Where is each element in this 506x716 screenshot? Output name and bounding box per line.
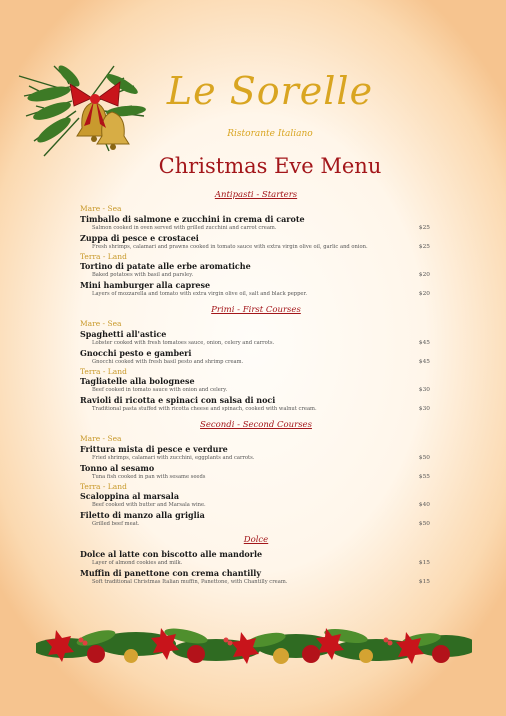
- item-price: $15: [418, 579, 430, 585]
- menu-item: [80, 280, 432, 299]
- item-name: Frittura mista di pesce e verdure: [80, 443, 228, 454]
- item-description: Traditional pasta stuffed with ricotta cheese and spinach, cooked with walnut cream.: [92, 406, 317, 412]
- item-name: Timballo di salmone e zucchini in crema di carote: [80, 213, 305, 224]
- item-price: $20: [418, 272, 430, 278]
- item-price: $40: [418, 502, 430, 508]
- section-title: Antipasti - Starters: [214, 190, 298, 200]
- page-title: Christmas Eve Menu: [158, 154, 382, 178]
- menu-item: [80, 329, 432, 348]
- item-name: Tagliatelle alla bolognese: [80, 376, 195, 386]
- group-label: Mare - Sea: [80, 204, 122, 213]
- menu-item: [80, 444, 432, 463]
- christmas-bells-icon: [14, 56, 164, 166]
- item-description: Fried shrimps, calamari with zucchini, eggplants and carrots.: [92, 454, 255, 461]
- section-title: Primi - First Courses: [211, 305, 301, 315]
- item-name: Muffin di panettone con crema chantilly: [80, 568, 261, 578]
- item-description: Soft traditional Christmas Italian muffin, Panettone, with Chantilly cream.: [92, 579, 288, 585]
- menu-item: [80, 463, 432, 482]
- group-label: Terra - Land: [80, 366, 127, 376]
- item-price: $45: [418, 358, 430, 365]
- menu-item: [80, 348, 432, 367]
- menu-section: [80, 305, 432, 414]
- item-price: $30: [418, 387, 430, 393]
- menu-item: [80, 214, 432, 233]
- item-description: Grilled beef meat.: [92, 521, 140, 527]
- item-price: $15: [418, 560, 430, 566]
- item-name: Gnocchi pesto e gamberi: [80, 347, 192, 358]
- restaurant-tagline: Ristorante Italiano: [227, 129, 313, 139]
- item-name: Tortino di patate alle erbe aromatiche: [80, 261, 251, 271]
- menu-item: [80, 376, 432, 395]
- item-description: Layer of almond cookies and milk.: [92, 560, 183, 566]
- group-label: Terra - Land: [80, 481, 127, 491]
- item-name: Tonno al sesamo: [80, 462, 155, 473]
- item-price: $20: [418, 291, 430, 297]
- menu-section: [80, 420, 432, 529]
- restaurant-name: Le Sorelle: [166, 69, 374, 113]
- item-description: Fresh shrimps, calamari and prawns cooked in tomato sauce with extra virgin olive oil, garlic and onion.: [92, 243, 368, 250]
- item-description: Gnocchi cooked with fresh basil pesto and shrimp cream.: [92, 358, 244, 365]
- item-name: Zuppa di pesce e crostacei: [80, 232, 199, 243]
- menu-item: [80, 568, 432, 587]
- item-description: Tuna fish cooked in pan with sesame seeds: [92, 473, 206, 480]
- menu-item: [80, 395, 432, 414]
- item-price: $50: [418, 454, 430, 461]
- menu-item: [80, 549, 432, 568]
- item-name: Mini hamburger alla caprese: [80, 280, 211, 290]
- item-price: $25: [418, 243, 430, 250]
- item-description: Beef cooked with butter and Marsala wine.: [92, 502, 206, 508]
- item-price: $55: [418, 473, 430, 480]
- menu-item: [80, 233, 432, 252]
- menu-item: [80, 261, 432, 280]
- item-name: Filetto di manzo alla griglia: [80, 510, 205, 520]
- christmas-garland-icon: [36, 610, 472, 674]
- item-price: $45: [418, 339, 430, 346]
- item-description: Lobster cooked with fresh tomatoes sauce, onion, celery and carrots.: [92, 339, 275, 346]
- item-name: Scaloppina al marsala: [80, 491, 179, 501]
- group-label: Terra - Land: [80, 251, 127, 261]
- item-name: Dolce al latte con biscotto alle mandorle: [80, 549, 263, 559]
- item-description: Beef cooked in tomato sauce with onion and celery.: [92, 387, 228, 393]
- item-description: Layers of mozzarella and tomato with extra virgin olive oil, salt and black pepper.: [92, 291, 308, 297]
- menu-section: [80, 190, 432, 299]
- menu-list: [80, 190, 432, 593]
- item-name: Ravioli di ricotta e spinaci con salsa di noci: [80, 395, 276, 405]
- menu-item: [80, 491, 432, 510]
- group-label: Mare - Sea: [80, 319, 122, 328]
- item-name: Spaghetti all'astice: [80, 328, 167, 339]
- item-description: Salmon cooked in oven served with grilled zucchini and carrot cream.: [92, 224, 277, 231]
- item-price: $50: [418, 521, 430, 527]
- menu-item: [80, 510, 432, 529]
- section-title: Secondi - Second Courses: [200, 420, 312, 430]
- menu-section: [80, 535, 432, 587]
- item-price: $25: [418, 224, 430, 231]
- section-title: Dolce: [243, 535, 269, 545]
- item-description: Baked potatoes with basil and parsley.: [92, 272, 194, 278]
- item-price: $30: [418, 406, 430, 412]
- group-label: Mare - Sea: [80, 434, 122, 443]
